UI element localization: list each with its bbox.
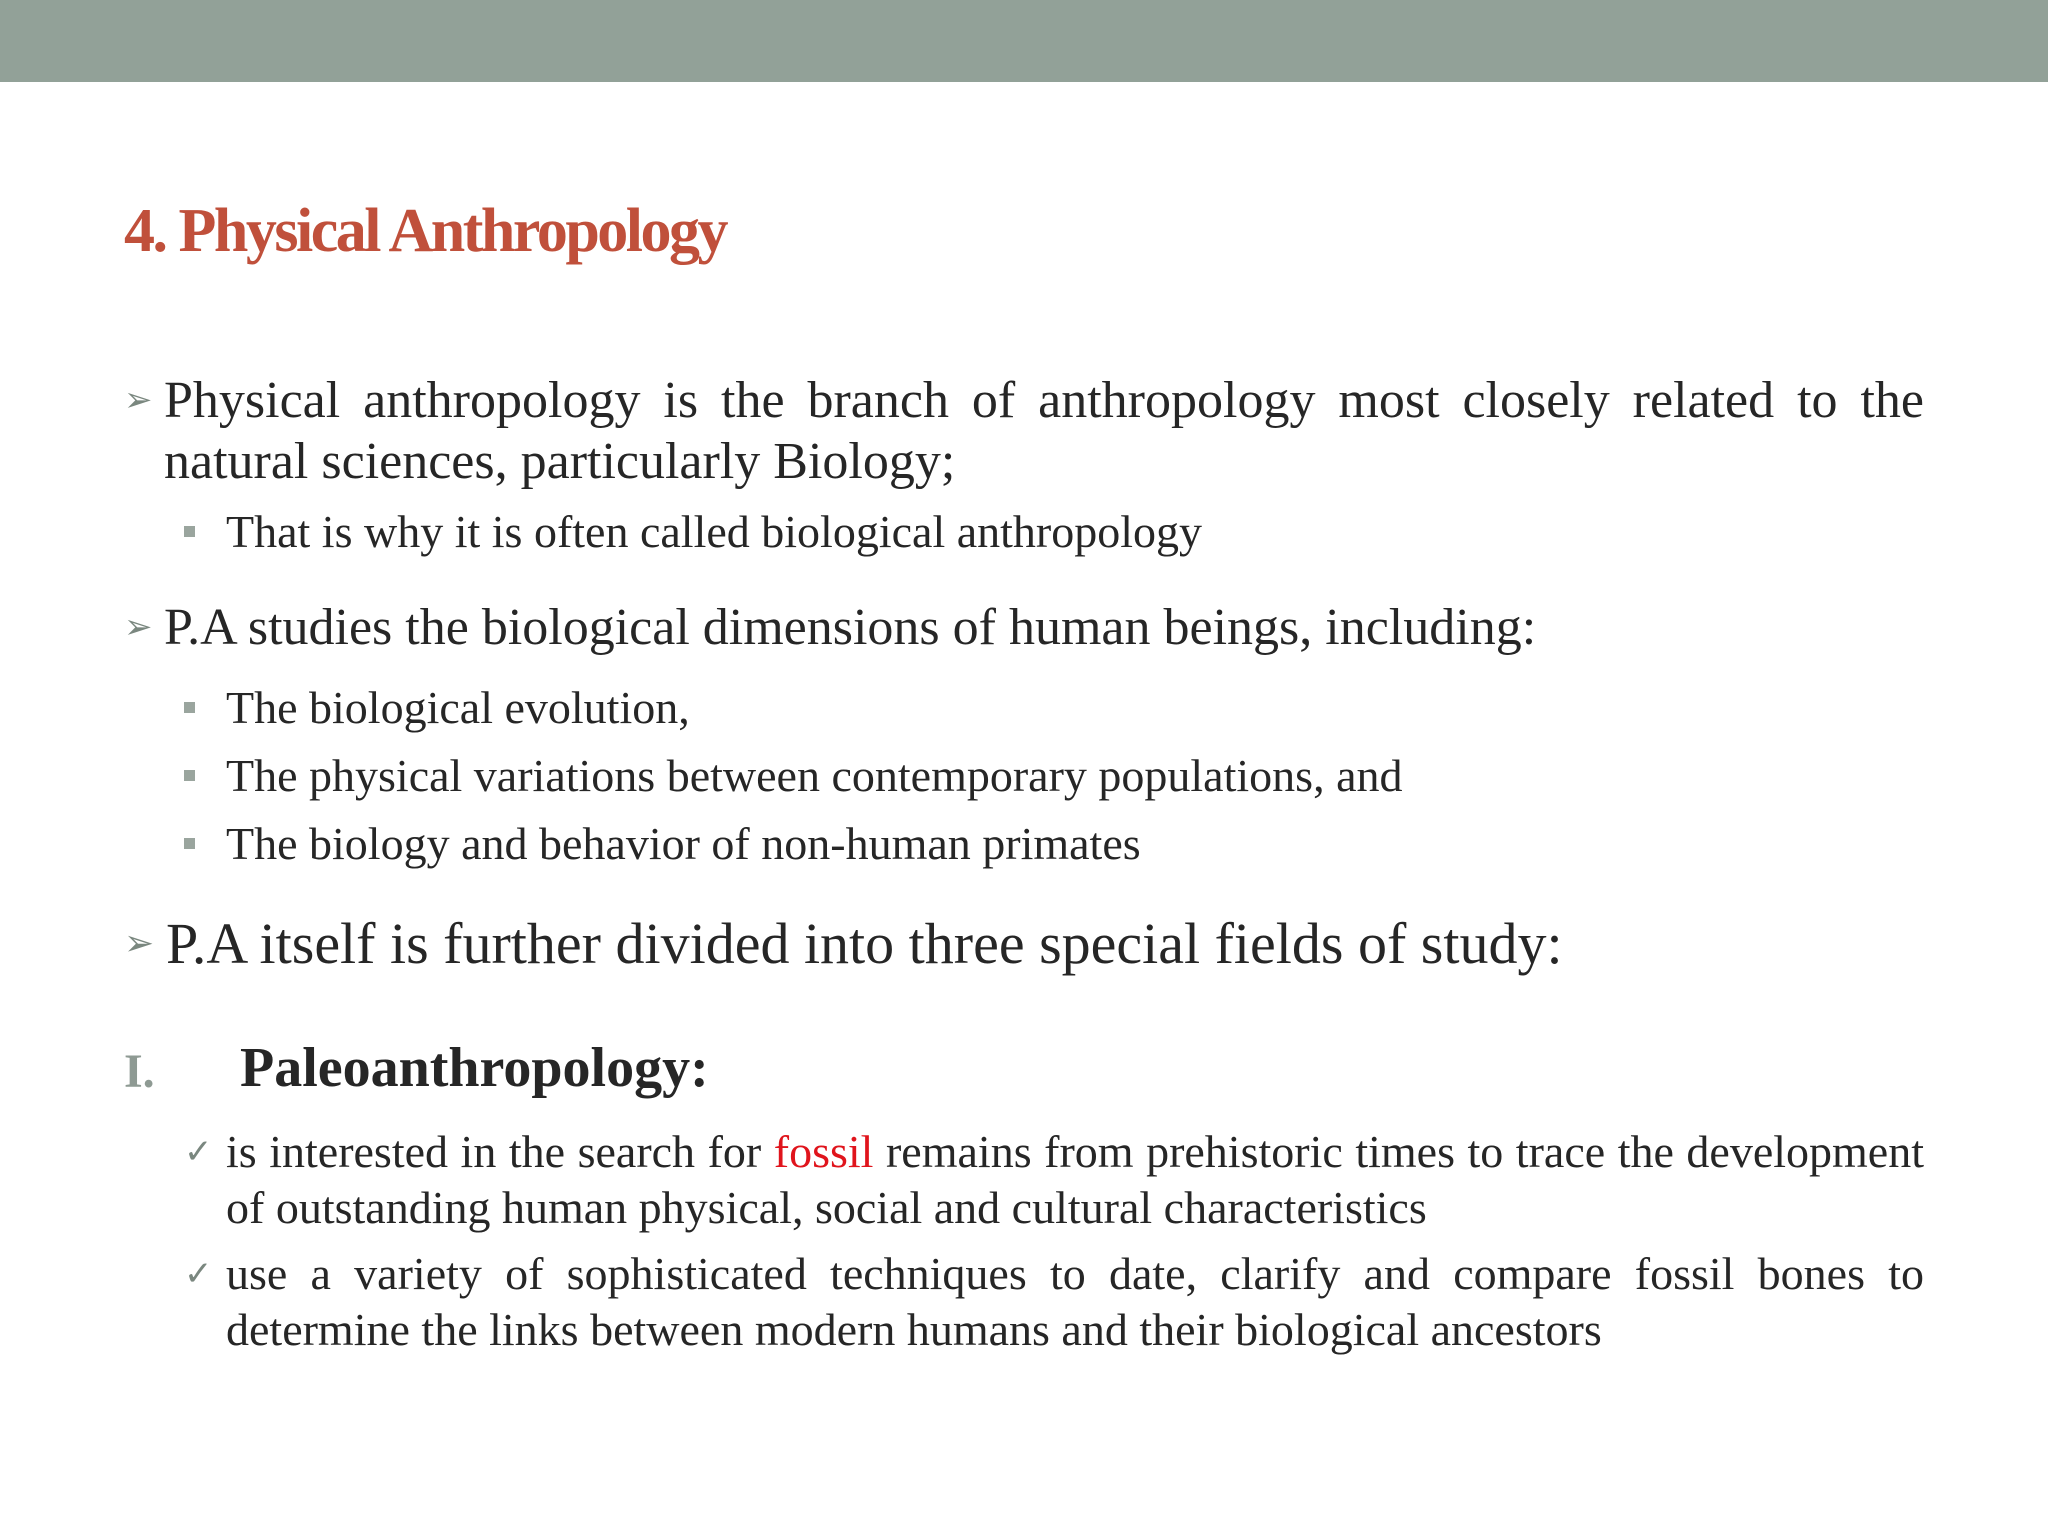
check-text: use a variety of sophisticated techniques to date, clarify and compare fossil bones to determine the links between modern humans and their biological ancestors <box>226 1248 1924 1355</box>
top-banner <box>0 0 2048 82</box>
sub-bullet-text: The biological evolution, <box>226 682 690 733</box>
field-heading: Paleoanthropology: <box>240 1037 709 1099</box>
field-numeral: I. <box>124 1045 155 1098</box>
checkmark-icon: ✓ <box>184 1132 213 1172</box>
arrow-bullet-icon: ➢ <box>124 607 153 647</box>
check-item <box>184 1124 1924 1236</box>
sub-bullet-text: The physical variations between contemporary populations, and <box>226 750 1403 801</box>
bullet-item <box>124 910 1563 978</box>
highlight-word: fossil <box>773 1126 874 1177</box>
sub-bullet-item <box>184 505 1202 559</box>
sub-bullet-item <box>184 681 690 735</box>
sub-bullet-text: That is why it is often called biological anthropology <box>226 506 1203 557</box>
bullet-text: P.A itself is further divided into three special fields of study: <box>166 911 1563 976</box>
arrow-bullet-icon: ➢ <box>124 923 155 964</box>
slide-title: 4. Physical Anthropology <box>124 197 727 265</box>
sub-bullet-item <box>184 817 1141 871</box>
sub-bullet-text: The biology and behavior of non-human primates <box>226 818 1141 869</box>
square-bullet-icon <box>184 838 195 849</box>
square-bullet-icon <box>184 526 195 537</box>
bullet-text: P.A studies the biological dimensions of human beings, including: <box>164 599 1537 656</box>
square-bullet-icon <box>184 770 195 781</box>
square-bullet-icon <box>184 702 195 713</box>
check-text: is interested in the search for fossil remains from prehistoric times to trace the development of outstanding human physical, social and cultural characteristics <box>226 1126 1925 1233</box>
bullet-text: Physical anthropology is the branch of anthropology most closely related to the natural sciences, particularly Biology; <box>164 372 1924 490</box>
arrow-bullet-icon: ➢ <box>124 380 153 420</box>
checkmark-icon: ✓ <box>184 1254 213 1294</box>
bullet-item <box>124 370 1924 492</box>
sub-bullet-item <box>184 749 1402 803</box>
check-item <box>184 1246 1924 1358</box>
bullet-item <box>124 597 1924 658</box>
